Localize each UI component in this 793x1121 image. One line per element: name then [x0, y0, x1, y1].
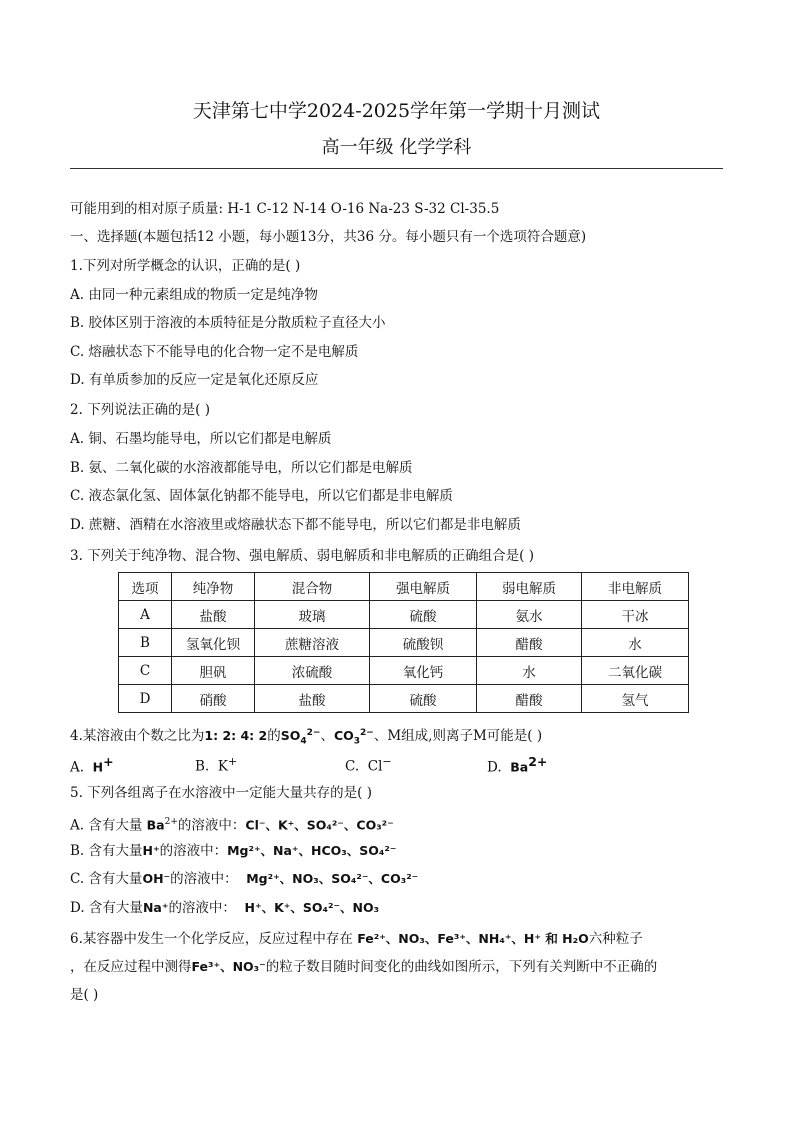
table-cell: 氢气 — [582, 685, 689, 713]
table-cell: 水 — [477, 657, 582, 685]
table-header-cell: 纯净物 — [172, 573, 255, 601]
q5-option-a: A. 含有大量 $Ba^{2+}$的溶液中：Cl⁻、K⁺、SO₄²⁻、CO₃²⁻ — [70, 817, 394, 834]
table-cell: 氢氧化钡 — [172, 629, 255, 657]
q6-line-1: 6.某容器中发生一个化学反应，反应过程中存在 Fe²⁺、NO₃、Fe³⁺、NH₄⁺、H⁺ 和 H₂O六种粒子 — [70, 931, 643, 947]
q4-option-d: D. $Ba^{2+}$ — [487, 754, 548, 776]
q2-option-d: D. 蔗糖、酒精在水溶液里或熔融状态下都不能导电，所以它们都是非电解质 — [70, 517, 521, 533]
table-cell: 硫酸钡 — [370, 629, 477, 657]
table-cell: 盐酸 — [172, 601, 255, 629]
q4-option-c: C. Cl− — [345, 755, 392, 775]
table-cell: 氨水 — [477, 601, 582, 629]
q3-options-table — [118, 572, 689, 713]
q4-ratio: 1: 2: 4: 2 — [204, 728, 268, 744]
table-row — [119, 629, 689, 657]
table-header-row — [119, 573, 689, 601]
table-row — [119, 601, 689, 629]
table-cell: C — [119, 657, 172, 685]
table-cell: 硫酸 — [370, 685, 477, 713]
table-cell: 硫酸 — [370, 601, 477, 629]
exam-title: 天津第七中学2024-2025学年第一学期十月测试 — [192, 100, 601, 122]
q2-option-b: B. 氨、二氧化碳的水溶液都能导电，所以它们都是电解质 — [70, 460, 413, 476]
q4-stem-post: 、M组成,则离子M可能是( ) — [373, 728, 543, 745]
table-cell: 干冰 — [582, 601, 689, 629]
table-cell: 盐酸 — [255, 685, 370, 713]
atomic-mass-line: 可能用到的相对原子质量: H-1 C-12 N-14 O-16 Na-23 S-32 Cl-35.5 — [70, 201, 500, 217]
table-header-cell: 非电解质 — [582, 573, 689, 601]
table-row — [119, 685, 689, 713]
q1-option-c: C. 熔融状态下不能导电的化合物一定不是电解质 — [70, 344, 359, 360]
q1-option-d: D. 有单质参加的反应一定是氧化还原反应 — [70, 372, 319, 388]
q2-stem: 2. 下列说法正确的是( ) — [70, 402, 210, 418]
q5-option-d: D. 含有大量Na⁺的溶液中： H⁺、K⁺、SO₄²⁻、NO₃ — [70, 900, 380, 916]
table-cell: 玻璃 — [255, 601, 370, 629]
table-cell: 蔗糖溶液 — [255, 629, 370, 657]
q6-line-3: 是( ) — [70, 987, 99, 1003]
table-cell: 浓硫酸 — [255, 657, 370, 685]
q5-stem: 5. 下列各组离子在水溶液中一定能大量共存的是( ) — [70, 785, 372, 801]
table-header-cell: 混合物 — [255, 573, 370, 601]
q1-option-b: B. 胶体区别于溶液的本质特征是分散质粒子直径大小 — [70, 315, 386, 331]
q4-stem-mid: 的 — [267, 728, 281, 745]
table-cell: 二氧化碳 — [582, 657, 689, 685]
table-header-cell: 选项 — [119, 573, 172, 601]
table-row — [119, 657, 689, 685]
table-cell: 醋酸 — [477, 685, 582, 713]
q4-ion-sulfate: $SO_4^{2-}$ — [280, 728, 321, 747]
table-header-cell: 弱电解质 — [477, 573, 582, 601]
exam-subtitle: 高一年级 化学学科 — [321, 137, 472, 158]
q4-option-b: B. K+ — [195, 755, 238, 775]
header-divider — [70, 168, 723, 169]
q4-stem: 4.某溶液由个数之比为1: 2: 4: 2的$SO_4^{2-}$、$CO_3^{2-}$、M组成,则离子M可能是( ) — [70, 728, 543, 747]
q4-option-a: A. H+ — [70, 754, 114, 776]
section-heading: 一、选择题(本题包括12 小题，每小题13分，共36 分。每小题只有一个选项符合题意) — [70, 229, 587, 245]
table-cell: 水 — [582, 629, 689, 657]
table-cell: A — [119, 601, 172, 629]
table-cell: 硝酸 — [172, 685, 255, 713]
table-cell: 氧化钙 — [370, 657, 477, 685]
table-header-cell: 强电解质 — [370, 573, 477, 601]
table-cell: D — [119, 685, 172, 713]
table-cell: B — [119, 629, 172, 657]
q5-option-b: B. 含有大量H⁺的溶液中：Mg²⁺、Na⁺、HCO₃、SO₄²⁻ — [70, 843, 397, 859]
table-cell: 醋酸 — [477, 629, 582, 657]
q6-line-2: ，在反应过程中测得Fe³⁺、NO₃⁻的粒子数目随时间变化的曲线如图所示，下列有关判断中不正确的 — [70, 959, 658, 975]
q1-stem: 1.下列对所学概念的认识，正确的是( ) — [70, 258, 301, 274]
q3-stem: 3. 下列关于纯净物、混合物、强电解质、弱电解质和非电解质的正确组合是( ) — [70, 548, 534, 564]
q2-option-c: C. 液态氯化氢、固体氯化钠都不能导电，所以它们都是非电解质 — [70, 488, 453, 504]
q1-option-a: A. 由同一种元素组成的物质一定是纯净物 — [70, 287, 318, 303]
q4-stem-pre: 4.某溶液由个数之比为 — [70, 728, 205, 745]
q5-option-c: C. 含有大量OH⁻的溶液中： Mg²⁺、NO₃、SO₄²⁻、CO₃²⁻ — [70, 871, 419, 887]
q2-option-a: A. 铜、石墨均能导电，所以它们都是电解质 — [70, 431, 332, 447]
table-cell: 胆矾 — [172, 657, 255, 685]
q4-ion-carbonate: $CO_3^{2-}$ — [333, 728, 374, 747]
